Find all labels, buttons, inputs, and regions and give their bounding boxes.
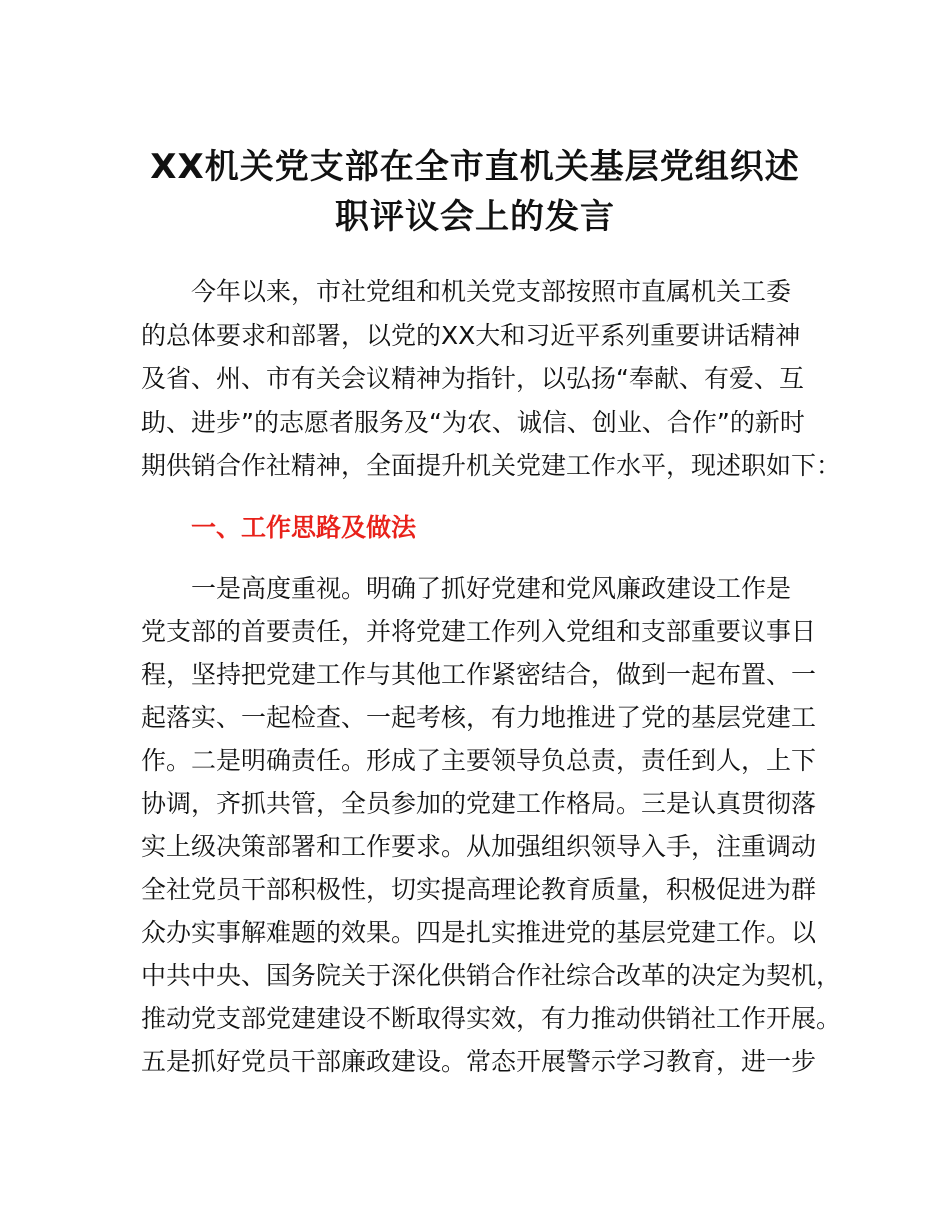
body-line: 中共中央、国务院关于深化供销合作社综合改革的决定为契机， xyxy=(141,961,842,990)
intro-line: 助、进步”的志愿者服务及“为农、诚信、创业、合作”的新时 xyxy=(141,408,805,437)
document-title-line-2: 职评议会上的发言 xyxy=(335,197,615,237)
body-line: 起落实、一起检查、一起考核，有力地推进了党的基层党建工 xyxy=(141,703,817,732)
intro-line: 今年以来，市社党组和机关党支部按照市直属机关工委 xyxy=(191,277,792,306)
intro-line: 及省、州、市有关会议精神为指针，以弘扬“奉献、有爱、互 xyxy=(141,364,804,393)
body-line: 众办实事解难题的效果。四是扎实推进党的基层党建工作。以 xyxy=(141,918,817,947)
intro-line: 的总体要求和部署，以党的XX大和习近平系列重要讲话精神 xyxy=(141,321,801,350)
body-line: 全社党员干部积极性，切实提高理论教育质量，积极促进为群 xyxy=(141,875,817,904)
body-line: 推动党支部党建建设不断取得实效，有力推动供销社工作开展。 xyxy=(141,1004,842,1033)
body-line: 作。二是明确责任。形成了主要领导负总责，责任到人，上下 xyxy=(141,746,817,775)
body-line: 一是高度重视。明确了抓好党建和党风廉政建设工作是 xyxy=(191,574,792,603)
body-line: 实上级决策部署和工作要求。从加强组织领导入手，注重调动 xyxy=(141,832,817,861)
intro-line: 期供销合作社精神，全面提升机关党建工作水平，现述职如下： xyxy=(141,451,842,480)
document-title-line-1: XX机关党支部在全市直机关基层党组织述 xyxy=(150,147,800,187)
body-line: 五是抓好党员干部廉政建设。常态开展警示学习教育，进一步 xyxy=(141,1047,817,1076)
body-line: 协调，齐抓共管，全员参加的党建工作格局。三是认真贯彻落 xyxy=(141,789,817,818)
body-line: 党支部的首要责任，并将党建工作列入党组和支部重要议事日 xyxy=(141,617,817,646)
section-heading: 一、工作思路及做法 xyxy=(191,513,417,542)
body-line: 程，坚持把党建工作与其他工作紧密结合，做到一起布置、一 xyxy=(141,660,817,689)
